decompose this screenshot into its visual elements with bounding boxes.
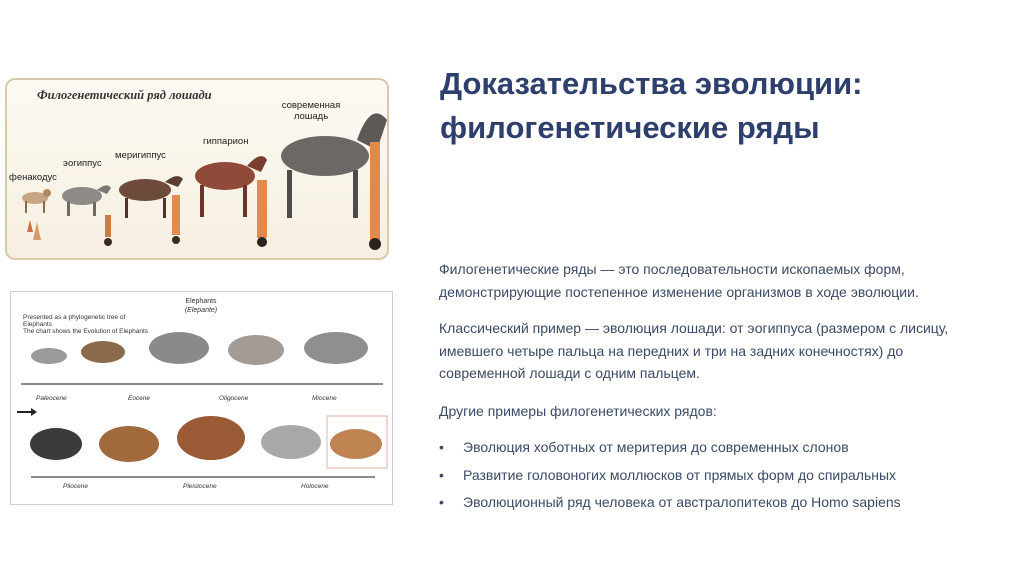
elephant-evolution-figure [10,291,393,505]
fenakodus-illustration [22,189,51,240]
list-item [439,436,999,464]
horse-figure-title: Филогенетический ряд лошади [37,88,212,102]
elephant-figure-note2: The chart shows the Evolution of Elephants [23,328,149,335]
horse-evolution-figure [5,78,389,260]
hipparion-label: гиппарион [203,136,249,147]
era-label-pleistocene: Pleistocene [183,483,217,490]
eohippus-illustration [62,185,112,246]
era-label-oligocene: Oligocene [219,395,249,402]
elephant-figure-subtitle: (Elepante) [184,307,218,314]
bullet-marker: • [439,494,444,510]
list-item [439,491,999,519]
modern-horse-label-line2: лошадь [293,111,329,122]
list-item [439,464,999,492]
examples-list [439,436,999,519]
modern-horse-label-line1: современная [281,100,341,111]
era-label-paleocene: Paleocene [36,395,67,402]
bullet-marker: • [439,439,444,455]
elephant-row-bottom [30,416,387,468]
list-item-text: Эволюционный ряд человека от австралопитеков до Homo sapiens [463,494,901,510]
bullet-marker: • [439,466,444,483]
paragraph-horse-example: Классический пример — эволюция лошади: от эогиппуса (размером с лисицу, имевшего четыре пальца на передних и три на задних конечностях) до современной лошади с одним пальцем. [439,320,949,381]
era-label-miocene: Miocene [312,395,337,402]
elephant-figure-note1: Presented as a phylogenetic tree of Elephants [23,314,126,328]
paragraph-definition: Филогенетические ряды — это последовательности ископаемых форм, демонстрирующие постепенное изменение организмов в ходе эволюции. [439,261,919,300]
fenakodus-label: фенакодус [9,172,57,183]
paragraph-other-examples: Другие примеры филогенетических рядов: [439,403,717,419]
eohippus-label: эогиппус [63,158,102,169]
list-item-text: Развитие головоногих моллюсков от прямых форм до спиральных [463,466,897,483]
era-label-holocene: Holocene [301,483,329,490]
elephant-figure-title: Elephants [185,298,217,305]
hipparion-illustration [195,156,267,247]
title-line-1: Доказательства эволюции: [440,66,863,101]
list-item-text: Эволюция хоботных от меритерия до современных слонов [463,439,849,455]
title-line-2: филогенетические ряды [440,110,820,145]
modern-horse-illustration [281,113,387,250]
modern-horse-label [275,100,347,122]
merihippus-label: меригиппус [115,150,166,161]
era-label-pliocene: Pliocene [63,483,88,490]
page-title [440,62,1000,150]
merihippus-illustration [119,176,183,244]
era-label-eocene: Eocene [128,395,151,402]
elephant-row-top [31,332,368,365]
